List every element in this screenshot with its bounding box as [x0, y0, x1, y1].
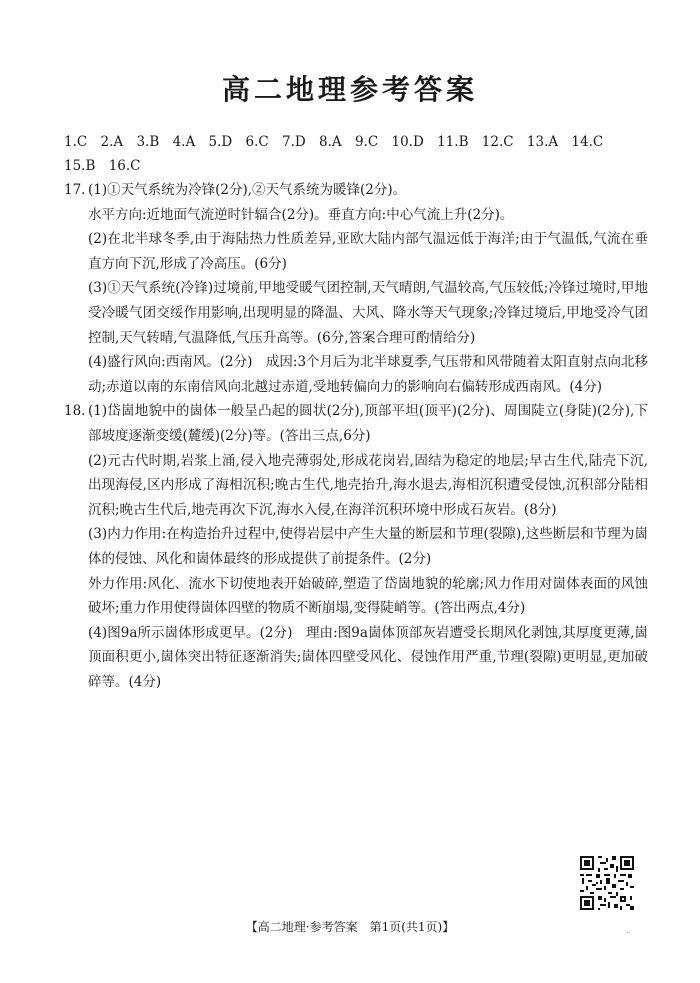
question-number: 18. [64, 403, 86, 420]
answer-item: 12.C [481, 134, 514, 150]
q18-line-2: (2)元古代时期,岩浆上涌,侵入地壳薄弱处,形成花岗岩,固结为稳定的地层;早古生代,陆壳下沉,出现海侵,区内形成了海相沉积;晚古生代,地壳抬升,海水退去,海相沉积遭受侵蚀,沉积部分陆相沉积;晚古生代后,地壳再次下沉,海水入侵,在海洋沉积环境中形成石灰岩。(8分) [88, 452, 648, 518]
answer-item: 16.C [108, 158, 141, 174]
question-17 [64, 178, 648, 399]
answer-item: 8.A [319, 134, 342, 150]
answer-item: 10.D [391, 134, 424, 150]
answer-item: 9.C [354, 134, 379, 150]
qr-code-icon [580, 856, 634, 910]
answer-item: 6.C [245, 134, 269, 150]
q18-line-5: (4)图9a所示崮体形成更早。(2分) 理由:图9a崮体顶部灰岩遭受长期风化剥蚀,其厚度更薄,崮顶面积更小,崮体突出特征逐渐消失;崮体四壁受风化、侵蚀作用严重,节理(裂隙)更明显,更加破碎等。(4分) [88, 624, 648, 690]
page-footer: 【高二地理·参考答案 第1页(共1页)】 [245, 920, 455, 934]
answer-item: 3.B [136, 134, 160, 150]
page-title: 高二地理参考答案 [221, 73, 478, 106]
q17-line-4: (3)①天气系统(冷锋)过境前,甲地受暖气团控制,天气晴朗,气温较高,气压较低;冷锋过境时,甲地受冷暖气团交绥作用影响,出现明显的降温、大风、降水等天气现象;冷锋过境后,甲地受冷气团控制,天气转晴,气温降低,气压升高等。(6分,答案合理可酌情给分) [88, 280, 648, 346]
answer-item: 14.C [571, 134, 604, 150]
q18-line-1: (1)岱崮地貌中的崮体一般呈凸起的圆状(2分),顶部平坦(顶平)(2分)、周围陡立(身陡)(2分),下部坡度逐渐变缓(麓缓)(2分)等。(答出三点,6分) [88, 403, 648, 444]
q18-line-3: (3)内力作用:在构造抬升过程中,使得岩层中产生大量的断层和节理(裂隙),这些断层和节理为崮体的侵蚀、风化和崮体最终的形成提供了前提条件。(2分) [88, 526, 648, 567]
corner-mark: .. [626, 926, 632, 935]
q17-line-1: (1)①天气系统为冷锋(2分),②天气系统为暖锋(2分)。 [88, 182, 407, 198]
choice-answers [64, 130, 644, 178]
answer-item: 7.D [282, 134, 306, 150]
question-18 [64, 399, 648, 694]
q17-line-2: 水平方向:近地面气流逆时针辐合(2分)。垂直方向:中心气流上升(2分)。 [88, 206, 514, 223]
q18-line-4: 外力作用:风化、流水下切使地表开始破碎,塑造了岱崮地貌的轮廓;风力作用对崮体表面的风蚀破坏;重力作用使得崮体四壁的物质不断崩塌,变得陡峭等。(答出两点,4分) [88, 575, 648, 617]
question-number: 17. [64, 182, 86, 198]
answer-item: 1.C [64, 134, 88, 150]
q17-line-5: (4)盛行风向:西南风。(2分) 成因:3个月后为北半球夏季,气压带和风带随着太阳直射点向北移动;赤道以南的东南信风向北越过赤道,受地转偏向力的影响向右偏转形成西南风。(4分) [88, 354, 648, 395]
answer-item: 15.B [64, 158, 96, 174]
answer-item: 13.A [526, 134, 559, 150]
q17-line-3: (2)在北半球冬季,由于海陆热力性质差异,亚欧大陆内部气温远低于海洋;由于气温低,气流在垂直方向下沉,形成了冷高压。(6分) [88, 231, 648, 272]
answer-body [64, 178, 648, 694]
answer-item: 5.D [208, 134, 233, 150]
answer-item: 2.A [100, 134, 124, 150]
answer-item: 11.B [437, 134, 469, 150]
answer-item: 4.A [172, 134, 196, 150]
